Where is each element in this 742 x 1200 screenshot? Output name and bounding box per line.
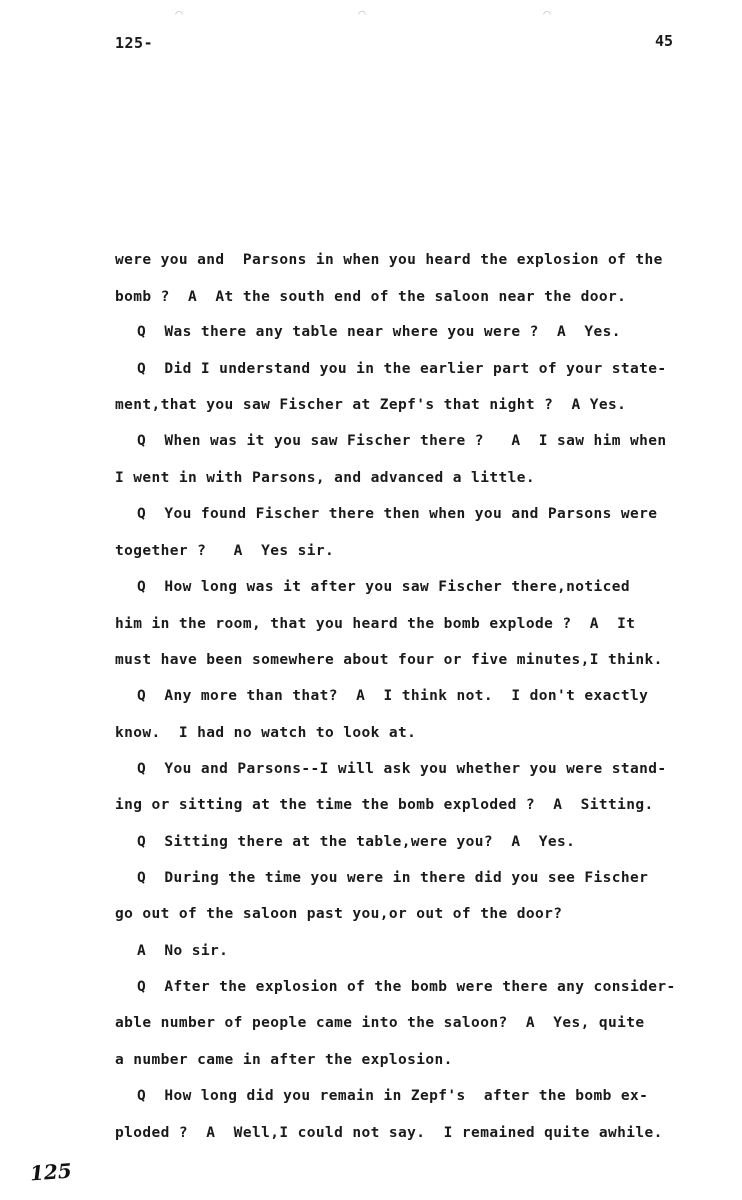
transcript-line: ploded ? A Well,I could not say. I remained quite awhile.: [115, 1125, 663, 1141]
transcript-line: Q After the explosion of the bomb were there any consider-: [137, 979, 676, 995]
transcript-line: Q Did I understand you in the earlier part of your state-: [137, 361, 667, 377]
transcript-line: Q When was it you saw Fischer there ? A I saw him when: [137, 433, 667, 449]
transcript-line: I went in with Parsons, and advanced a little.: [115, 470, 535, 486]
punch-hole-mark: ⌒: [543, 6, 551, 20]
transcript-line: A No sir.: [137, 943, 229, 959]
punch-hole-mark: ⌒: [358, 6, 366, 20]
transcript-line: Q Sitting there at the table,were you? A Yes.: [137, 834, 576, 850]
handwritten-page-number: 125: [29, 1158, 73, 1186]
transcript-line: bomb ? A At the south end of the saloon near the door.: [115, 289, 627, 305]
transcript-line: a number came in after the explosion.: [115, 1052, 453, 1068]
transcript-line: Q Was there any table near where you were ? A Yes.: [137, 324, 621, 340]
transcript-line: him in the room, that you heard the bomb explode ? A It: [115, 616, 636, 632]
transcript-line: Q You and Parsons--I will ask you whether you were stand-: [137, 761, 667, 777]
transcript-line: ing or sitting at the time the bomb exploded ? A Sitting.: [115, 797, 654, 813]
transcript-line: ment,that you saw Fischer at Zepf's that night ? A Yes.: [115, 397, 627, 413]
transcript-line: Q How long did you remain in Zepf's after the bomb ex-: [137, 1088, 649, 1104]
page-number-right: 45: [655, 32, 674, 50]
page-number-left: 125-: [115, 34, 154, 52]
transcript-line: together ? A Yes sir.: [115, 543, 335, 559]
transcript-line: Q How long was it after you saw Fischer there,noticed: [137, 579, 631, 595]
transcript-line: Q You found Fischer there then when you and Parsons were: [137, 506, 658, 522]
punch-hole-mark: ⌒: [175, 6, 183, 20]
transcript-line: Q During the time you were in there did you see Fischer: [137, 870, 649, 886]
transcript-line: go out of the saloon past you,or out of the door?: [115, 906, 563, 922]
transcript-line: know. I had no watch to look at.: [115, 725, 417, 741]
transcript-line: were you and Parsons in when you heard the explosion of the: [115, 252, 663, 268]
transcript-line: must have been somewhere about four or five minutes,I think.: [115, 652, 663, 668]
transcript-line: Q Any more than that? A I think not. I don't exactly: [137, 688, 649, 704]
transcript-line: able number of people came into the saloon? A Yes, quite: [115, 1015, 645, 1031]
